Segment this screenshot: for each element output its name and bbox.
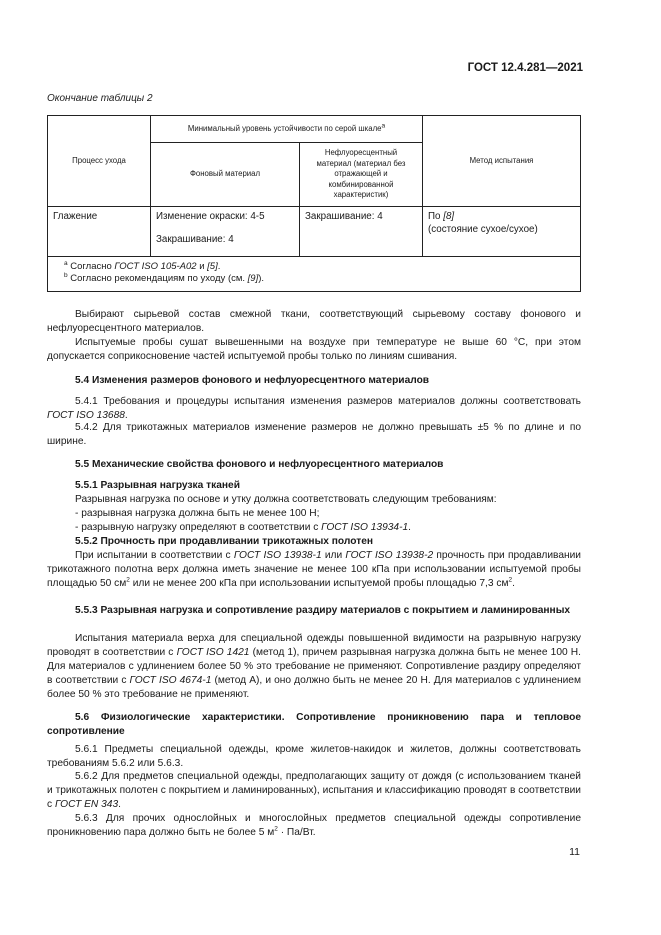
paragraph: 5.6.2 Для предметов специальной одежды, предполагающих защиту от дождя (с использованием тканей и трикотажных полотен с покрытием и ламинированных), испытания и классификацию проводят в соответствии с ГОСТ EN 343. — [47, 771, 581, 810]
paragraph: 5.6.3 Для прочих однослойных и многослойных предметов специальной одежды сопротивление проникновению пара должно быть не более 5 $м^2 \cdot Па/Вт$. — [47, 813, 581, 838]
section-heading: 5.4 Изменения размеров фонового и нефлуоресцентного материалов — [75, 375, 430, 386]
list-item: - разрывную нагрузку определяют в соответствии с ГОСТ ISO 13934-1. — [75, 522, 411, 533]
footnote-a: $^a$ Согласно ГОСТ ISO 105-А02 и [5]. — [64, 259, 221, 272]
subsection-heading: 5.5.3 Разрывная нагрузка и сопротивление раздиру материалов с покрытием и ламинированных — [75, 605, 571, 616]
header-group: Минимальный уровень устойчивости по серой шкале$^a$ — [151, 116, 423, 143]
subsection-heading: 5.5.2 Прочность при продавливании трикотажных полотен — [75, 536, 374, 547]
cell-method: По [8] (состояние сухое/сухое) — [423, 207, 581, 257]
footnote-b: $^b$ Согласно рекомендациям по уходу (см. [9]). — [64, 271, 265, 284]
paragraph: Испытания материала верха для специальной одежды повышенной видимости на разрывную нагрузку проводят в соответствии с ГОСТ ISO 1421 (метод 1), причем разрывная нагрузка должна быть не менее 100 Н. Для материалов с удлинением более 50 % это требование не применяют. Сопротивление раздиру определяют в соответствии с ГОСТ ISO 4674-1 (метод А), и оно должно быть не менее 20 Н. Для материалов с удлинением более 50 % это требование не применяют. — [47, 633, 581, 700]
list-item: - разрывная нагрузка должна быть не менее 100 Н; — [75, 508, 320, 519]
paragraph: Разрывная нагрузка по основе и утку должна соответствовать следующим требованиям: — [75, 494, 497, 505]
table-footnotes — [48, 257, 581, 292]
header-process: Процесс ухода — [48, 116, 151, 207]
subsection-heading: 5.5.1 Разрывная нагрузка тканей — [75, 480, 240, 491]
cell-background: Изменение окраски: 4-5 Закрашивание: 4 — [151, 207, 300, 257]
paragraph: 5.4.2 Для трикотажных материалов изменение размеров не должно превышать ±5 % по длине и по ширине. — [47, 422, 581, 447]
header-nonfluorescent: Нефлуоресцентный материал (материал без отражающей и комбинированной характеристик) — [300, 143, 423, 207]
header-method: Метод испытания — [423, 116, 581, 207]
paragraph: 5.6.1 Предметы специальной одежды, кроме жилетов-накидок и жилетов, должны соответствовать требованиям 5.6.2 или 5.6.3. — [47, 744, 581, 769]
section-heading: 5.6 Физиологические характеристики. Сопротивление проникновению пара и тепловое сопротивление — [47, 712, 581, 737]
page-number: 11 — [569, 846, 580, 858]
section-heading: 5.5 Механические свойства фонового и нефлуоресцентного материалов — [75, 459, 444, 470]
header-background: Фоновый материал — [151, 143, 300, 207]
paragraph: Испытуемые пробы сушат вывешенными на воздухе при температуре не выше 60 °С, при этом допускается соприкосновение частей испытуемой пробы только по линиям сшивания. — [47, 337, 581, 362]
paragraph: При испытании в соответствии с ГОСТ ISO 13938-1 или ГОСТ ISO 13938-2 прочность при продавливании трикотажного полотна верх должна иметь значение не менее 100 кПа при использовании испытуемой пробы площадью 50 $см^2$ или не менее 200 кПа при использовании испытуемой пробы площадью 7,3 $см^2$. — [47, 550, 581, 589]
cell-nonfluorescent: Закрашивание: 4 — [300, 207, 423, 257]
table-caption: Окончание таблицы 2 — [47, 93, 153, 104]
requirements-table — [47, 115, 581, 292]
paragraph: Выбирают сырьевой состав смежной ткани, соответствующий сырьевому составу фонового и нефлуоресцентного материалов. — [47, 309, 581, 334]
paragraph: 5.4.1 Требования и процедуры испытания изменения размеров материалов должны соответствовать ГОСТ ISO 13688. — [47, 396, 581, 421]
document-header: ГОСТ 12.4.281—2021 — [467, 62, 583, 74]
cell-process: Глажение — [48, 207, 151, 257]
